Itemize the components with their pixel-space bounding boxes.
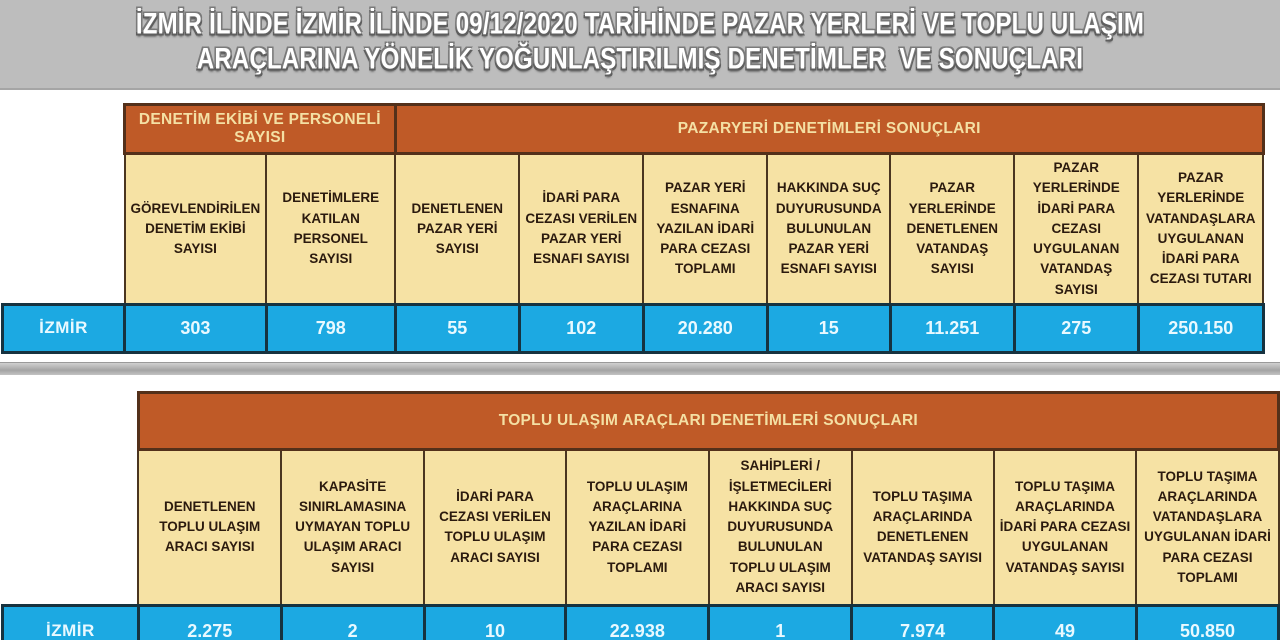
ghost-cell [3,154,125,305]
page-title-line-1: İZMİR İLİNDE İZMİR İLİNDE 09/12/2020 TARİHİNDE PAZAR YERLERİ VE TOPLU ULAŞIM [135,8,1145,41]
column-header-cell: PAZAR YERLERİNDE İDARİ PARA CEZASI UYGULANAN VATANDAŞ SAYISI [1014,154,1138,305]
title-band [0,0,1280,90]
column-header-cell: DENETLENEN TOPLU ULAŞIM ARACI SAYISI [138,449,281,605]
group-header-team-personnel: DENETİM EKİBİ VE PERSONELİ SAYISI [125,105,396,154]
data-cell: 102 [519,304,643,352]
column-header-cell: GÖREVLENDİRİLEN DENETİM EKİBİ SAYISI [125,154,267,305]
column-header-cell: TOPLU TAŞIMA ARAÇLARINDA VATANDAŞLARA UYGULANAN İDARİ PARA CEZASI TOPLAMI [1136,449,1278,605]
column-header-cell: KAPASİTE SINIRLAMASINA UYMAYAN TOPLU ULAŞIM ARACI SAYISI [281,449,424,605]
row-label-cell: İZMİR [3,605,139,640]
ghost-cell [3,105,125,154]
column-header-cell: PAZAR YERLERİNDE DENETLENEN VATANDAŞ SAYISI [890,154,1014,305]
spacer [0,375,1280,391]
spacer [0,90,1280,103]
group-header-transport-results: TOPLU ULAŞIM ARAÇLARI DENETİMLERİ SONUÇLARI [138,392,1278,449]
data-cell: 50.850 [1136,605,1278,640]
column-header-cell: SAHİPLERİ / İŞLETMECİLERİ HAKKINDA SUÇ DUYURUSUNDA BULUNULAN TOPLU ULAŞIM ARACI SAYISI [709,449,852,605]
column-header-cell: PAZAR YERLERİNDE VATANDAŞLARA UYGULANAN İDARİ PARA CEZASI TUTARI [1138,154,1263,305]
section-divider [0,362,1280,375]
market-inspections-table [1,103,1265,354]
ghost-cell [3,392,139,449]
column-header-cell: TOPLU ULAŞIM ARAÇLARINA YAZILAN İDARİ PARA CEZASI TOPLAMI [566,449,709,605]
data-cell: 1 [709,605,852,640]
data-cell: 22.938 [566,605,709,640]
data-cell: 250.150 [1138,304,1263,352]
data-cell: 275 [1014,304,1138,352]
row-label-cell: İZMİR [3,304,125,352]
transport-inspections-table [1,391,1280,640]
data-cell: 7.974 [852,605,994,640]
page-title-line-2: ARAÇLARINA YÖNELİK YOĞUNLAŞTIRILMIŞ DENETİMLER VE SONUÇLARI [196,43,1084,76]
data-cell: 20.280 [643,304,767,352]
data-cell: 798 [266,304,395,352]
data-cell: 2.275 [138,605,281,640]
column-header-cell: DENETLENEN PAZAR YERİ SAYISI [395,154,519,305]
table-row [3,304,1264,352]
data-cell: 15 [767,304,890,352]
group-header-market-results: PAZARYERİ DENETİMLERİ SONUÇLARI [395,105,1263,154]
data-cell: 49 [994,605,1137,640]
column-header-cell: HAKKINDA SUÇ DUYURUSUNDA BULUNULAN PAZAR YERİ ESNAFI SAYISI [767,154,890,305]
spacer [0,354,1280,362]
column-header-cell: TOPLU TAŞIMA ARAÇLARINDA DENETLENEN VATANDAŞ SAYISI [852,449,994,605]
column-header-cell: DENETİMLERE KATILAN PERSONEL SAYISI [266,154,395,305]
column-header-cell: TOPLU TAŞIMA ARAÇLARINDA İDARİ PARA CEZASI UYGULANAN VATANDAŞ SAYISI [994,449,1137,605]
column-header-cell: İDARİ PARA CEZASI VERİLEN TOPLU ULAŞIM ARACI SAYISI [424,449,566,605]
data-cell: 11.251 [890,304,1014,352]
data-cell: 10 [424,605,566,640]
column-header-cell: İDARİ PARA CEZASI VERİLEN PAZAR YERİ ESNAFI SAYISI [519,154,643,305]
ghost-cell [3,449,139,605]
column-header-cell: PAZAR YERİ ESNAFINA YAZILAN İDARİ PARA CEZASI TOPLAMI [643,154,767,305]
data-cell: 55 [395,304,519,352]
data-cell: 2 [281,605,424,640]
table-row [3,605,1279,640]
data-cell: 303 [125,304,267,352]
